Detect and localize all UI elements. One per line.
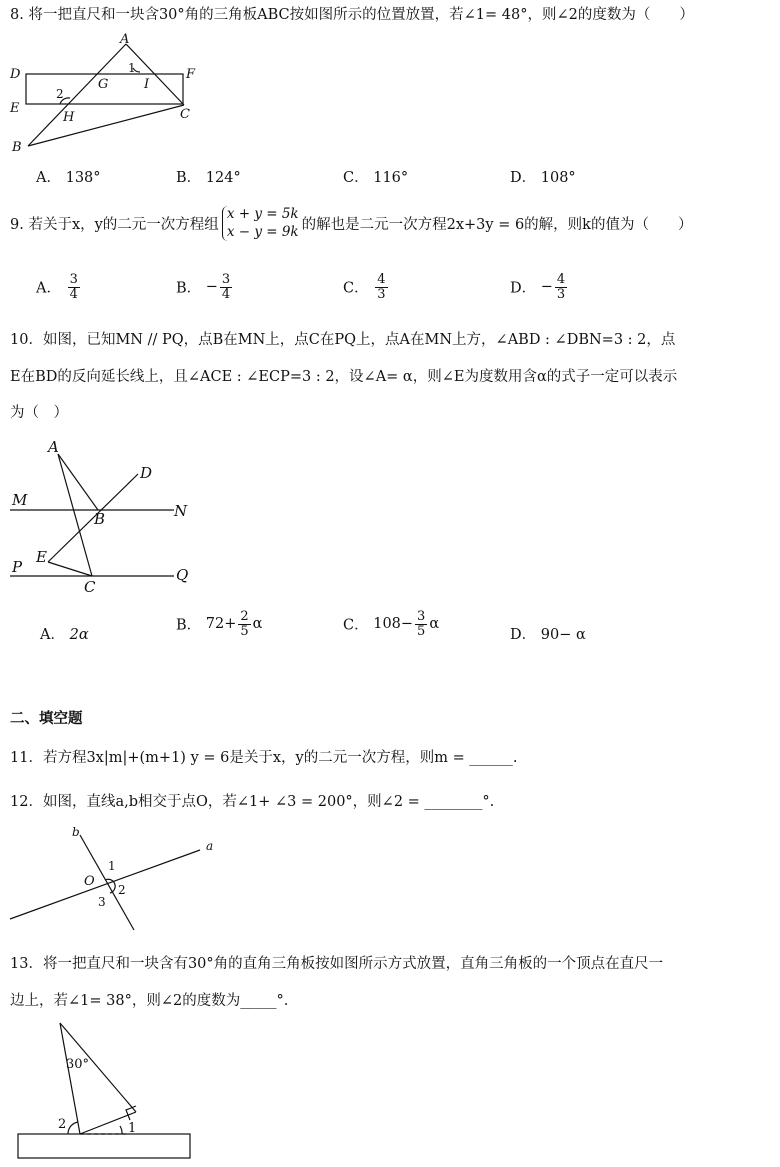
label-c: C	[180, 107, 190, 122]
q9-stem	[10, 206, 692, 241]
q9-equation-system: x + y = 5k x − y = 9k	[222, 206, 299, 241]
label-q: Q	[176, 566, 189, 584]
q8-option-a[interactable]: A． 138°	[36, 170, 101, 186]
label-angle-1: 1	[128, 1121, 137, 1136]
label-n: N	[174, 502, 188, 520]
label-c: C	[84, 578, 96, 596]
label-d: D	[10, 67, 21, 82]
q12-figure	[8, 824, 220, 934]
label-h: H	[63, 110, 75, 125]
q9-post: 的解也是二元一次方程2x+3y = 6的解，则k的值为（ ）	[301, 217, 693, 234]
label-e: E	[36, 548, 47, 566]
label-e: E	[10, 101, 20, 116]
q9-pre: 9. 若关于x，y的二元一次方程组	[10, 217, 219, 234]
label-angle-3: 3	[98, 895, 106, 909]
label-b: B	[12, 140, 22, 155]
label-a: A	[48, 438, 59, 456]
label-o: O	[84, 874, 95, 889]
label-angle-2: 2	[56, 87, 64, 101]
q8-option-c[interactable]: C． 116°	[343, 170, 409, 186]
q8-text: 8. 将一把直尺和一块含30°角的三角板ABC按如图所示的位置放置，若∠1= 48°，则∠2的度数为（ ）	[10, 7, 694, 23]
q12-text: 12．如图，直线a,b相交于点O，若∠1+ ∠3 = 200°，则∠2 = ________°.	[10, 794, 495, 810]
q10-line1: 10．如图，已知MN // PQ，点B在MN上，点C在PQ上，点A在MN上方，∠ABD : ∠DBN=3 : 2，点	[10, 332, 676, 348]
section-title: 二、填空题	[10, 711, 83, 727]
label-a: a	[206, 839, 214, 853]
q8-option-b[interactable]: B． 124°	[176, 170, 241, 186]
label-angle-1: 1	[128, 61, 136, 75]
q10-line3: 为（ ）	[10, 405, 68, 421]
label-f: F	[186, 67, 196, 82]
q8-figure	[8, 30, 208, 155]
q9-option-b[interactable]: B． − $\frac{3}{4}$	[176, 272, 231, 302]
label-angle-2: 2	[58, 1117, 67, 1132]
q9-option-a[interactable]: A． $\frac{3}{4}$	[36, 272, 78, 302]
q9-option-c[interactable]: C． $\frac{4}{3}$	[343, 272, 386, 302]
label-g: G	[98, 77, 109, 92]
q10-option-b[interactable]: B． 72+ $\frac{2}{5}$ α	[176, 609, 263, 639]
label-angle-2: 2	[118, 883, 126, 897]
q11-text: 11．若方程3x|m|+(m+1) y = 6是关于x，y的二元一次方程，则m = ______.	[10, 750, 518, 766]
q10-option-d[interactable]: D． 90− α	[510, 627, 586, 643]
q8-option-d[interactable]: D． 108°	[510, 170, 576, 186]
segment-ac	[58, 454, 92, 576]
q10-option-c[interactable]: C． 108− $\frac{3}{5}$ α	[343, 609, 440, 639]
triangle-side-bc	[28, 105, 184, 146]
q10-figure	[8, 436, 208, 598]
q10-line2: E在BD的反向延长线上，且∠ACE : ∠ECP=3 : 2，设∠A= α，则∠E为度数用含α的式子一定可以表示	[10, 369, 678, 385]
segment-ec	[48, 562, 92, 576]
ray-ed	[48, 474, 138, 562]
label-b: B	[94, 510, 106, 528]
label-angle-1: 1	[108, 859, 116, 873]
label-d: D	[140, 464, 153, 482]
q13-line1: 13．将一把直尺和一块含有30°角的直角三角板按如图所示方式放置，直角三角板的一个顶点在直尺一	[10, 956, 664, 972]
q13-figure	[8, 1018, 198, 1163]
label-a: A	[120, 32, 130, 47]
label-30-degree: 30°	[66, 1057, 90, 1072]
label-i: I	[144, 77, 150, 92]
q13-line2: 边上，若∠1= 38°，则∠2的度数为_____°.	[10, 993, 289, 1009]
ruler	[18, 1134, 190, 1158]
q9-option-d[interactable]: D． − $\frac{4}{3}$	[510, 272, 566, 302]
label-m: M	[12, 491, 28, 509]
label-p: P	[12, 558, 23, 576]
segment-ab	[58, 454, 98, 510]
q10-option-a[interactable]: A． 2α	[40, 627, 89, 643]
triangle-side-ab	[28, 44, 126, 146]
label-b: b	[72, 825, 80, 839]
